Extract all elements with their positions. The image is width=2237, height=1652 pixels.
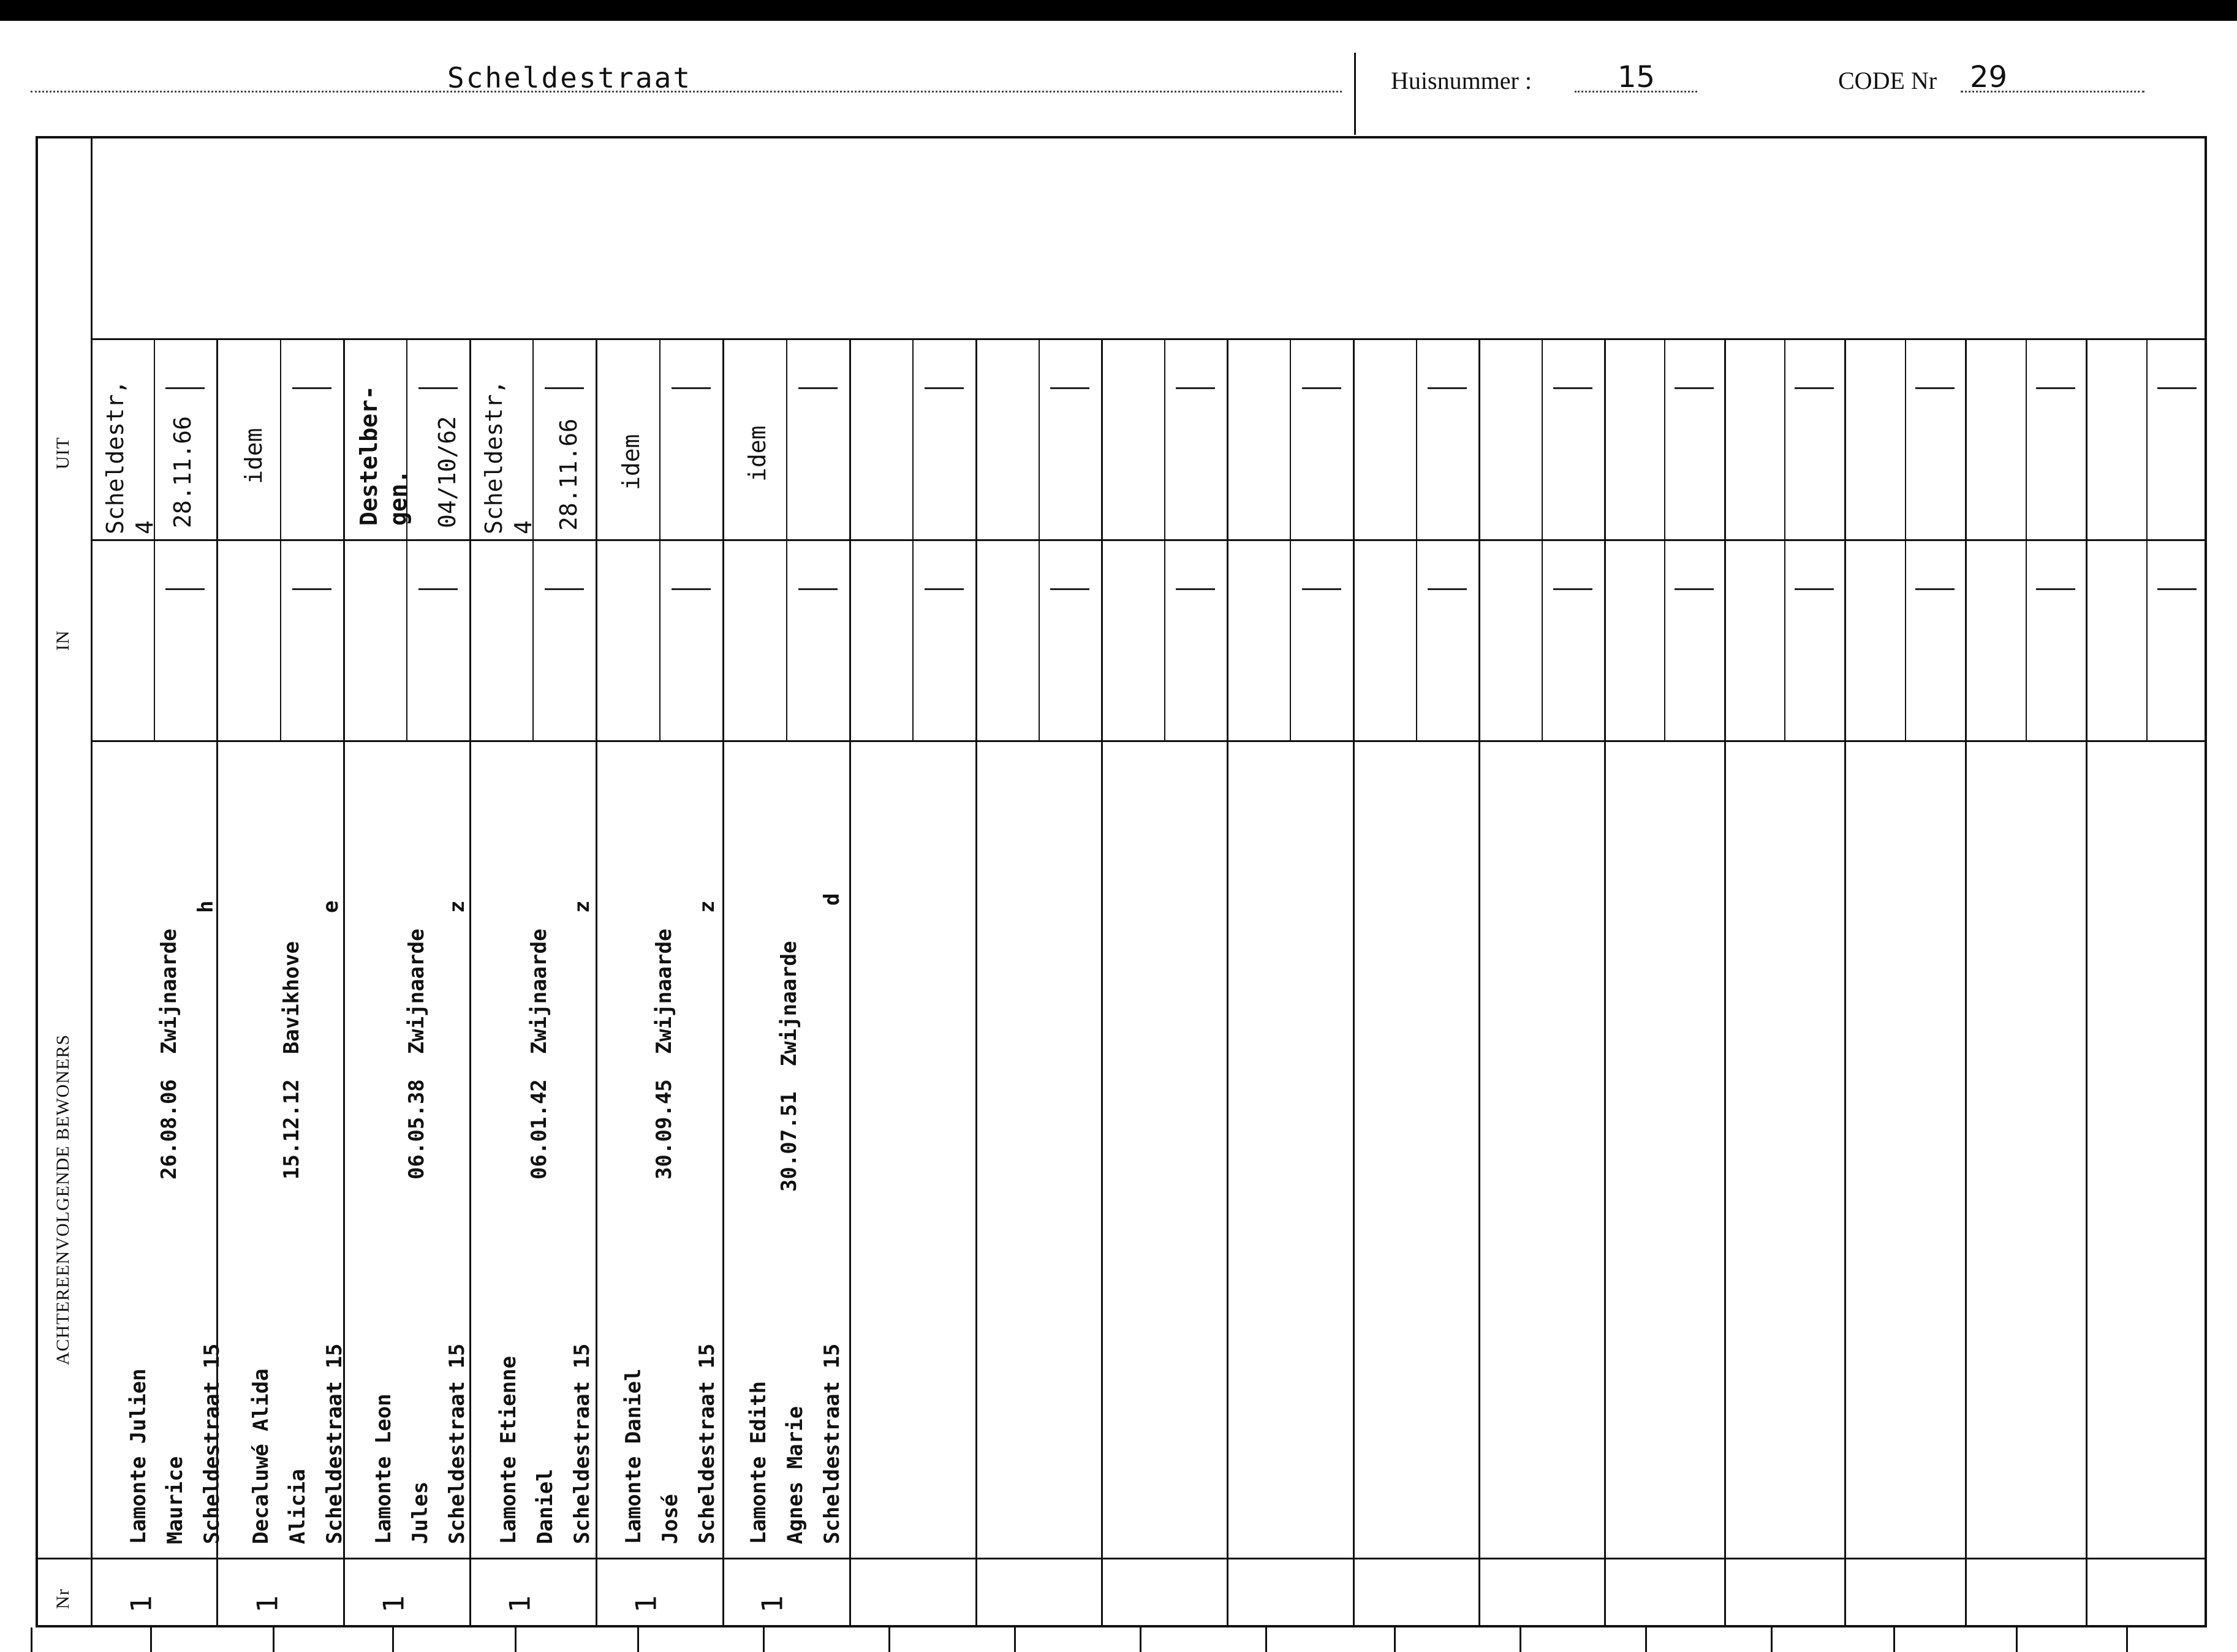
- dash-mark: [1915, 588, 1955, 590]
- column-line: [1101, 338, 1103, 1627]
- resident-given-name: Alicia: [286, 1469, 310, 1544]
- dash-mark: [798, 588, 838, 590]
- sub-column-line: [1039, 338, 1040, 740]
- sub-column-line: [1164, 338, 1165, 740]
- birth-info-5: [646, 929, 683, 1180]
- nr-value-1: 1: [124, 1594, 158, 1613]
- resident-name: Lamonte Etienne: [496, 1355, 521, 1544]
- dash-mark: [925, 588, 964, 590]
- dash-mark: [672, 588, 711, 590]
- column-line: [1478, 338, 1480, 1627]
- edge-tick: [888, 1627, 890, 1652]
- edge-tick: [1140, 1627, 1141, 1652]
- dash-mark: [798, 387, 838, 389]
- uit-entry-4: [479, 380, 538, 534]
- birth-date: 26.08.06: [157, 1079, 181, 1180]
- dash-mark: [2157, 387, 2197, 389]
- dash-mark: [2036, 588, 2075, 590]
- uit-row-top: [91, 338, 2207, 340]
- uit-place: Destelber-: [355, 385, 382, 526]
- resident-given-name: Maurice: [163, 1456, 187, 1544]
- birth-info-3: [398, 929, 435, 1180]
- dash-mark: [1176, 387, 1215, 389]
- dash-mark: [292, 387, 331, 389]
- uit-entry-2: [239, 428, 268, 484]
- resident-name: Lamonte Julien: [126, 1368, 151, 1544]
- resident-entry-3: [365, 1343, 475, 1544]
- dash-mark: [1428, 387, 1467, 389]
- sub-column-line: [912, 338, 914, 740]
- uit-place: Scheldestr,: [102, 380, 129, 534]
- margin-mark-2: e: [319, 900, 343, 913]
- dash-mark: [1795, 387, 1834, 389]
- dash-mark: [2036, 387, 2075, 389]
- uit-date-3: 04/10/62: [434, 415, 461, 528]
- resident-address: Scheldestraat 15: [820, 1343, 844, 1544]
- edge-tick: [763, 1627, 765, 1652]
- in-row-label: IN: [53, 630, 73, 651]
- in-row-top: [91, 539, 2207, 541]
- resident-name: Lamonte Edith: [746, 1381, 771, 1544]
- uit-place-cont: gen.: [385, 469, 412, 526]
- column-line: [1724, 338, 1726, 1627]
- birth-info-4: [521, 929, 558, 1180]
- resident-address: Scheldestraat 15: [322, 1343, 347, 1544]
- dash-mark: [1302, 588, 1341, 590]
- uit-place: idem: [744, 425, 771, 482]
- margin-mark-1: h: [194, 900, 218, 913]
- dash-mark: [2157, 588, 2197, 590]
- margin-mark-5: z: [695, 900, 719, 913]
- birth-date: 06.05.38: [404, 1079, 429, 1180]
- edge-tick: [2126, 1627, 2128, 1652]
- dash-mark: [1553, 387, 1592, 389]
- edge-tick: [1394, 1627, 1396, 1652]
- uit-place: idem: [618, 434, 645, 490]
- resident-entry-5: [615, 1343, 725, 1544]
- dash-mark: [1553, 588, 1592, 590]
- sub-column-line: [2146, 338, 2148, 740]
- birthplace: Bavikhove: [279, 941, 304, 1055]
- column-line: [1604, 338, 1606, 1627]
- sub-column-line: [1416, 338, 1417, 740]
- label-column-divider: [91, 136, 93, 1627]
- column-line: [1965, 338, 1967, 1627]
- edge-tick: [1265, 1627, 1267, 1652]
- code-label: CODE Nr: [1838, 67, 1937, 94]
- birthplace: Zwijnaarde: [404, 928, 429, 1055]
- column-line: [1227, 338, 1228, 1627]
- edge-tick: [1014, 1627, 1016, 1652]
- dash-mark: [1675, 588, 1714, 590]
- edge-tick: [1520, 1627, 1521, 1652]
- uit-place-cont: 4: [131, 520, 158, 534]
- margin-mark-3: z: [445, 900, 469, 913]
- resident-address: Scheldestraat 15: [695, 1343, 719, 1544]
- dash-mark: [1050, 588, 1089, 590]
- uit-entry-1: [100, 380, 159, 534]
- nr-row-top: [36, 1558, 2207, 1559]
- sub-column-line: [1542, 338, 1543, 740]
- resident-entry-4: [490, 1343, 600, 1544]
- code-dotted-line: [1961, 91, 2144, 93]
- edge-tick: [637, 1627, 639, 1652]
- resident-entry-1: [120, 1343, 230, 1544]
- dash-mark: [1302, 387, 1341, 389]
- nr-value-3: 1: [377, 1594, 411, 1613]
- sub-column-line: [786, 338, 787, 740]
- scan-top-edge: [0, 0, 2237, 21]
- resident-address: Scheldestraat 15: [445, 1343, 469, 1544]
- dash-mark: [418, 387, 458, 389]
- uit-place: Scheldestr,: [480, 380, 507, 534]
- sub-column-line: [2026, 338, 2027, 740]
- uit-entry-6: [743, 425, 772, 482]
- resident-name: Lamonte Leon: [371, 1393, 396, 1544]
- dash-mark: [1795, 588, 1834, 590]
- house-number-label: Huisnummer :: [1391, 67, 1532, 94]
- resident-entry-6: [740, 1343, 850, 1544]
- nr-value-2: 1: [251, 1594, 284, 1613]
- birthplace: Zwijnaarde: [652, 928, 676, 1055]
- residents-row-label: ACHTEREENVOLGENDE BEWONERS: [53, 1034, 73, 1365]
- uit-place-cont: 4: [510, 520, 537, 534]
- birth-date: 06.01.42: [527, 1079, 551, 1180]
- nr-row-label: Nr: [53, 1588, 73, 1609]
- birthplace: Zwijnaarde: [777, 941, 801, 1067]
- sub-column-line: [1664, 338, 1665, 740]
- dash-mark: [1915, 387, 1955, 389]
- dash-mark: [672, 387, 711, 389]
- column-line: [1353, 338, 1355, 1627]
- sub-column-line: [1784, 338, 1785, 740]
- margin-mark-6: d: [820, 893, 844, 906]
- resident-name: Lamonte Daniel: [621, 1368, 646, 1544]
- uit-date-4: 28.11.66: [555, 418, 582, 531]
- resident-given-name: José: [658, 1494, 683, 1544]
- uit-place: idem: [240, 428, 267, 484]
- sub-column-line: [1905, 338, 1906, 740]
- edge-tick: [1771, 1627, 1773, 1652]
- birthplace: Zwijnaarde: [157, 928, 181, 1055]
- resident-given-name: Jules: [408, 1481, 433, 1544]
- street-name: Scheldestraat: [447, 61, 692, 94]
- birth-date: 30.09.45: [652, 1079, 676, 1180]
- dash-mark: [545, 588, 584, 590]
- edge-tick: [31, 1627, 32, 1652]
- margin-mark-4: z: [570, 900, 594, 913]
- dash-mark: [292, 588, 331, 590]
- edge-tick: [392, 1627, 394, 1652]
- code-number-value: 29: [1970, 60, 2008, 94]
- resident-address: Scheldestraat 15: [570, 1343, 594, 1544]
- nr-value-5: 1: [629, 1594, 663, 1613]
- edge-tick: [150, 1627, 152, 1652]
- sub-column-line: [1290, 338, 1291, 740]
- residents-row-top: [91, 740, 2207, 742]
- edge-tick: [1893, 1627, 1895, 1652]
- column-line: [1844, 338, 1846, 1627]
- register-table: [36, 136, 2207, 1627]
- dash-mark: [165, 387, 205, 389]
- resident-address: Scheldestraat 15: [200, 1343, 224, 1544]
- sub-column-line: [659, 338, 661, 740]
- nr-value-4: 1: [503, 1594, 537, 1613]
- birth-info-6: [771, 941, 808, 1192]
- dash-mark: [1675, 387, 1714, 389]
- dash-mark: [925, 387, 964, 389]
- edge-tick: [515, 1627, 517, 1652]
- house-number-value: 15: [1618, 60, 1656, 94]
- birth-date: 15.12.12: [279, 1079, 304, 1180]
- nr-value-6: 1: [755, 1594, 789, 1613]
- column-line: [975, 338, 977, 1627]
- birth-info-2: [273, 941, 310, 1180]
- dash-mark: [1050, 387, 1089, 389]
- dash-mark: [1176, 588, 1215, 590]
- resident-given-name: Daniel: [533, 1469, 558, 1544]
- uit-entry-3: [354, 385, 413, 526]
- uit-entry-5: [616, 434, 646, 490]
- dash-mark: [165, 588, 205, 590]
- column-line: [2086, 338, 2087, 1627]
- edge-tick: [2016, 1627, 2018, 1652]
- edge-tick: [273, 1627, 274, 1652]
- dash-mark: [418, 588, 458, 590]
- resident-given-name: Agnes Marie: [783, 1406, 808, 1544]
- dash-mark: [1428, 588, 1467, 590]
- sub-column-line: [280, 338, 281, 740]
- dash-mark: [545, 387, 584, 389]
- birthplace: Zwijnaarde: [527, 928, 551, 1055]
- resident-entry-2: [243, 1343, 353, 1544]
- header-divider: [1354, 53, 1356, 135]
- uit-row-label: UIT: [53, 437, 73, 469]
- birth-info-1: [151, 929, 187, 1180]
- resident-name: Decaluwé Alida: [249, 1368, 273, 1544]
- uit-date-1: 28.11.66: [169, 415, 196, 528]
- edge-tick: [1645, 1627, 1647, 1652]
- birth-date: 30.07.51: [777, 1091, 801, 1192]
